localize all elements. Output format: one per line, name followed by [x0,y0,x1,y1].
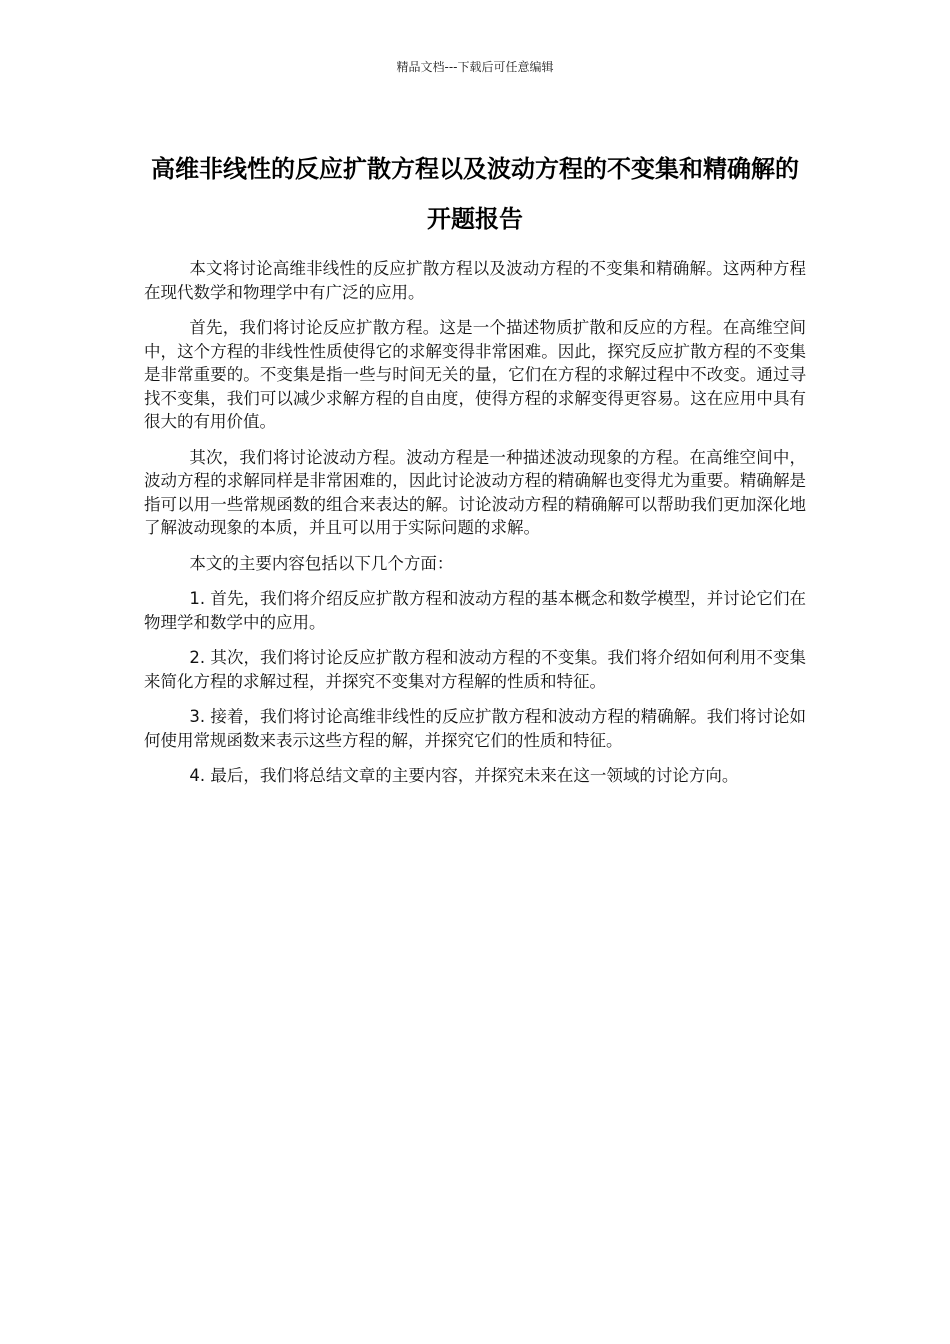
paragraph-contents-intro: 本文的主要内容包括以下几个方面： [189,553,454,573]
list-item-2: 2. 其次，我们将讨论反应扩散方程和波动方程的不变集。我们将介绍如何利用不变集来简化方程的求解过程，并探究不变集对方程解的性质和特征。 [144,648,806,691]
paragraph-wave-equation: 其次，我们将讨论波动方程。波动方程是一种描述波动现象的方程。在高维空间中，波动方程的求解同样是非常困难的，因此讨论波动方程的精确解也变得尤为重要。精确解是指可以用一些常规函数的组合来表达的解。讨论波动方程的精确解可以帮助我们更加深化地了解波动现象的本质，并且可以用于实际问题的求解。 [144,447,806,537]
paragraph-intro: 本文将讨论高维非线性的反应扩散方程以及波动方程的不变集和精确解。这两种方程在现代数学和物理学中有广泛的应用。 [144,259,806,302]
document-title: 高维非线性的反应扩散方程以及波动方程的不变集和精确解的开题报告 [151,155,799,234]
list-item-4: 4. 最后，我们将总结文章的主要内容，并探究未来在这一领域的讨论方向。 [189,766,739,785]
paragraph-reaction-diffusion: 首先，我们将讨论反应扩散方程。这是一个描述物质扩散和反应的方程。在高维空间中，这个方程的非线性性质使得它的求解变得非常困难。因此，探究反应扩散方程的不变集是非常重要的。不变集是指一些与时间无关的量，它们在方程的求解过程中不改变。通过寻找不变集，我们可以减少求解方程的自由度，使得方程的求解变得更容易。这在应用中具有很大的有用价值。 [144,318,806,431]
list-item-3: 3. 接着，我们将讨论高维非线性的反应扩散方程和波动方程的精确解。我们将讨论如何使用常规函数来表示这些方程的解，并探究它们的性质和特征。 [144,707,806,750]
document-body [144,257,806,800]
header-note: 精品文档---下载后可任意编辑 [396,60,554,74]
list-item-1: 1. 首先，我们将介绍反应扩散方程和波动方程的基本概念和数学模型，并讨论它们在物理学和数学中的应用。 [144,589,806,632]
